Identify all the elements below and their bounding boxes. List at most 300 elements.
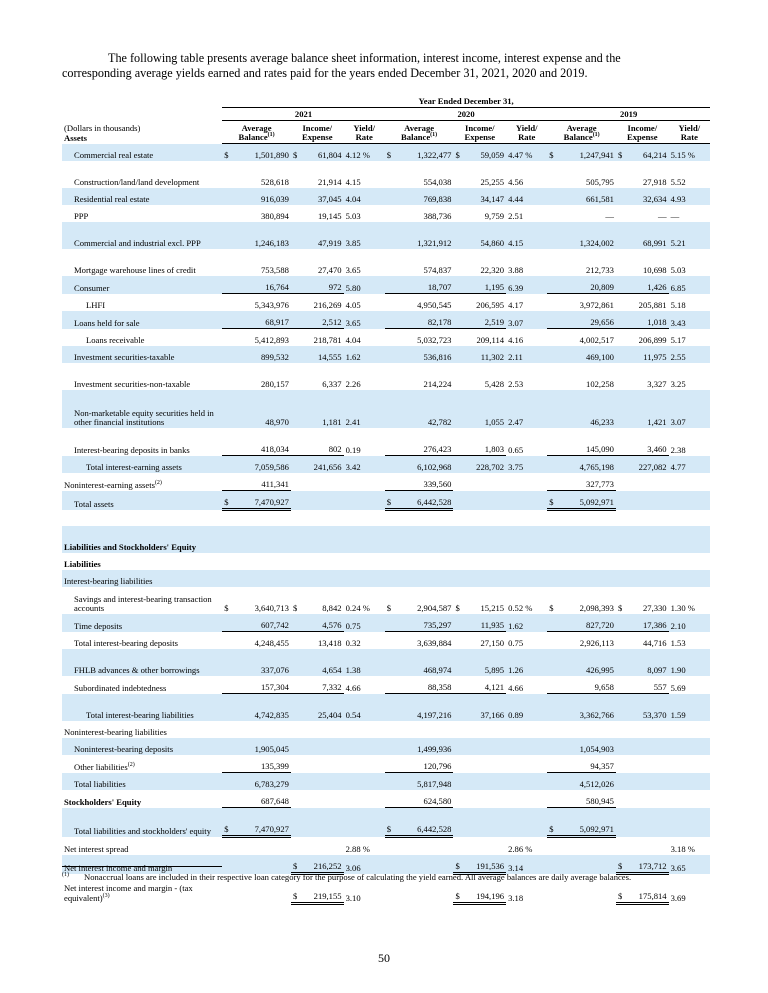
units-label: (Dollars in thousands) bbox=[64, 123, 141, 134]
avg-balance-cell: 1,322,477 bbox=[396, 144, 453, 162]
currency-symbol bbox=[385, 676, 396, 694]
yield-rate-cell: 5.17 bbox=[670, 335, 686, 346]
col-yield-rate-header: Yield/ Rate bbox=[344, 121, 385, 144]
currency-symbol bbox=[547, 632, 558, 650]
income-expense-cell: — bbox=[658, 211, 667, 222]
avg-balance-cell: 276,423 bbox=[396, 428, 453, 456]
yield-rate-cell: 2.11 bbox=[506, 346, 547, 363]
income-expense-cell bbox=[465, 510, 506, 527]
row-label-footnote-ref: (2) bbox=[154, 480, 162, 487]
currency-symbol bbox=[453, 188, 464, 205]
yield-rate-cell: 4.16 bbox=[508, 335, 524, 346]
yield-rate-cell: 6.85 bbox=[669, 276, 710, 294]
row-label-text: Net interest income and margin bbox=[64, 862, 173, 873]
yield-rate-cell: 1.26 bbox=[506, 649, 547, 676]
currency-symbol bbox=[222, 390, 233, 428]
income-expense-cell: 1,426 bbox=[627, 276, 668, 294]
income-expense-cell: 11,975 bbox=[627, 346, 668, 363]
yield-rate-cell: — bbox=[670, 211, 680, 222]
income-expense-cell bbox=[627, 808, 668, 837]
currency-symbol bbox=[453, 694, 464, 722]
currency-symbol bbox=[385, 790, 396, 808]
income-expense-cell: 25,404 bbox=[302, 694, 343, 722]
currency-symbol bbox=[291, 346, 302, 363]
currency-symbol bbox=[616, 222, 627, 249]
avg-balance-cell: 1,905,045 bbox=[234, 738, 291, 755]
avg-balance-cell bbox=[559, 855, 616, 874]
col-yield-rate-header: Yield/ Rate bbox=[669, 121, 710, 144]
row-label-text: Commercial and industrial excl. PPP bbox=[74, 238, 201, 249]
row-label-text: Total liabilities and stockholders' equity bbox=[74, 825, 211, 836]
currency-symbol bbox=[291, 570, 302, 587]
currency-symbol bbox=[291, 526, 302, 553]
yield-rate-cell bbox=[344, 773, 385, 791]
table-row bbox=[62, 491, 710, 510]
currency-symbol: $ bbox=[224, 603, 229, 614]
yield-rate-cell: 3.10 bbox=[345, 892, 361, 903]
row-label bbox=[62, 222, 222, 249]
income-expense-cell: 47,919 bbox=[302, 222, 343, 249]
yield-rate-cell bbox=[669, 510, 710, 527]
yield-rate-cell: 4.44 bbox=[506, 188, 547, 205]
table-row bbox=[62, 329, 710, 347]
income-expense-cell bbox=[302, 790, 343, 808]
avg-balance-cell bbox=[559, 553, 616, 570]
currency-symbol bbox=[291, 738, 302, 755]
row-label bbox=[62, 329, 222, 347]
avg-balance-cell: 2,926,113 bbox=[579, 638, 614, 649]
table-row bbox=[62, 276, 710, 294]
currency-symbol bbox=[547, 773, 558, 791]
avg-balance-cell: 4,765,198 bbox=[559, 456, 616, 474]
avg-balance-cell bbox=[396, 837, 453, 856]
intro-paragraph bbox=[62, 51, 712, 81]
avg-balance-cell: 574,837 bbox=[423, 265, 452, 276]
currency-symbol bbox=[385, 294, 396, 312]
avg-balance-cell: 120,796 bbox=[396, 755, 453, 773]
income-expense-cell: 802 bbox=[302, 428, 343, 456]
currency-symbol bbox=[547, 294, 558, 312]
currency-symbol bbox=[291, 276, 302, 294]
row-label bbox=[62, 161, 222, 188]
row-label-text: Other liabilities bbox=[74, 761, 128, 772]
yield-rate-cell: 2.86 % bbox=[508, 844, 533, 855]
income-expense-cell: 11,302 bbox=[465, 346, 506, 363]
currency-symbol: $ bbox=[616, 874, 627, 904]
currency-symbol bbox=[291, 363, 302, 390]
currency-symbol bbox=[385, 694, 396, 722]
currency-symbol bbox=[385, 188, 396, 205]
currency-symbol: $ bbox=[291, 144, 302, 162]
row-label bbox=[62, 587, 222, 614]
table-row bbox=[62, 363, 710, 390]
currency-symbol bbox=[616, 738, 627, 755]
avg-balance-cell: 9,658 bbox=[559, 676, 616, 694]
yield-rate-cell: 1.53 bbox=[670, 638, 686, 649]
currency-symbol: $ bbox=[453, 874, 464, 904]
currency-symbol bbox=[222, 428, 233, 456]
yield-rate-cell: 3.25 bbox=[670, 379, 686, 390]
avg-balance-cell bbox=[396, 855, 453, 874]
income-expense-cell bbox=[465, 790, 506, 808]
currency-symbol bbox=[453, 790, 464, 808]
row-label-text: Net interest income and margin - (tax equivalent) bbox=[64, 883, 193, 903]
yield-rate-cell bbox=[344, 738, 385, 755]
income-expense-cell: 209,114 bbox=[476, 335, 505, 346]
income-expense-cell: 216,269 bbox=[313, 300, 342, 311]
yield-rate-cell bbox=[344, 553, 385, 570]
avg-balance-cell: 4,002,517 bbox=[579, 335, 614, 346]
income-expense-cell bbox=[302, 491, 343, 510]
avg-balance-cell: 212,733 bbox=[586, 265, 614, 276]
yield-rate-cell bbox=[506, 570, 547, 587]
income-expense-cell: 59,059 bbox=[465, 144, 506, 162]
row-label-text: Noninterest-bearing liabilities bbox=[64, 727, 167, 738]
avg-balance-cell bbox=[234, 510, 291, 527]
footnote-text: Nonaccrual loans are included in their respective loan category for the purpose of calculating the yield earned. All average balances are daily average balances. bbox=[84, 872, 632, 882]
income-expense-cell: 2,519 bbox=[465, 311, 506, 329]
currency-symbol bbox=[547, 738, 558, 755]
income-expense-cell: 206,899 bbox=[638, 335, 667, 346]
col-income-expense-header: Income/ Expense bbox=[291, 121, 344, 144]
income-expense-cell bbox=[627, 721, 668, 738]
row-label bbox=[62, 363, 222, 390]
row-label bbox=[62, 632, 222, 650]
avg-balance-cell: 4,197,216 bbox=[396, 694, 453, 722]
currency-symbol bbox=[385, 632, 396, 650]
currency-symbol bbox=[616, 694, 627, 722]
income-expense-cell: 21,914 bbox=[317, 177, 342, 188]
income-expense-cell bbox=[627, 473, 668, 491]
yield-rate-cell: 1.30 % bbox=[670, 603, 695, 614]
row-label bbox=[62, 570, 222, 587]
currency-symbol: $ bbox=[385, 144, 396, 162]
income-expense-cell bbox=[465, 473, 506, 491]
income-expense-cell bbox=[302, 510, 343, 527]
avg-balance-cell: 102,258 bbox=[586, 379, 614, 390]
row-label bbox=[62, 694, 222, 722]
currency-symbol: $ bbox=[547, 491, 558, 510]
table-row bbox=[62, 855, 710, 874]
currency-symbol bbox=[616, 249, 627, 276]
avg-balance-cell: 3,972,861 bbox=[579, 300, 614, 311]
yield-rate-cell: 2.10 bbox=[669, 614, 710, 632]
currency-symbol: $ bbox=[616, 144, 627, 162]
currency-symbol bbox=[453, 205, 464, 222]
table-row bbox=[62, 570, 710, 587]
avg-balance-cell: 1,247,941 bbox=[559, 144, 616, 162]
income-expense-cell bbox=[465, 837, 506, 856]
avg-balance-cell: 18,707 bbox=[396, 276, 453, 294]
yield-rate-cell bbox=[669, 808, 710, 837]
income-expense-cell bbox=[627, 837, 668, 856]
row-label-text: Total interest-earning assets bbox=[86, 462, 182, 473]
currency-symbol bbox=[222, 329, 233, 347]
currency-symbol bbox=[222, 294, 233, 312]
currency-symbol bbox=[385, 249, 396, 276]
yield-rate-cell bbox=[344, 790, 385, 808]
yield-rate-cell bbox=[506, 808, 547, 837]
table-row bbox=[62, 694, 710, 722]
yield-rate-cell: 0.54 bbox=[344, 694, 385, 722]
yield-rate-cell: 3.69 bbox=[670, 892, 686, 903]
avg-balance-cell: 157,304 bbox=[234, 676, 291, 694]
currency-symbol bbox=[385, 311, 396, 329]
currency-symbol bbox=[453, 526, 464, 553]
row-label bbox=[62, 676, 222, 694]
income-expense-cell: 219,155 bbox=[302, 874, 343, 904]
currency-symbol bbox=[385, 855, 396, 874]
spacer-row bbox=[62, 510, 710, 527]
avg-balance-cell bbox=[234, 570, 291, 587]
row-label-text: PPP bbox=[74, 211, 89, 222]
currency-symbol bbox=[222, 363, 233, 390]
income-expense-cell: 27,918 bbox=[642, 177, 667, 188]
avg-balance-cell: 7,470,927 bbox=[234, 491, 291, 510]
yield-rate-cell: 4.04 bbox=[345, 335, 361, 346]
yield-rate-cell: 3.43 bbox=[669, 311, 710, 329]
currency-symbol bbox=[291, 614, 302, 632]
currency-symbol bbox=[453, 276, 464, 294]
table-row bbox=[62, 205, 710, 222]
income-expense-cell: 191,536 bbox=[465, 855, 506, 874]
currency-symbol bbox=[385, 346, 396, 363]
row-label bbox=[62, 510, 222, 527]
income-expense-cell bbox=[302, 553, 343, 570]
income-expense-cell: 5,428 bbox=[484, 379, 505, 390]
currency-symbol bbox=[547, 161, 558, 188]
currency-symbol bbox=[453, 311, 464, 329]
income-expense-cell: 14,555 bbox=[302, 346, 343, 363]
currency-symbol bbox=[547, 188, 558, 205]
currency-symbol bbox=[291, 428, 302, 456]
avg-balance-cell: 280,157 bbox=[261, 379, 289, 390]
avg-balance-cell bbox=[396, 510, 453, 527]
avg-balance-cell bbox=[234, 526, 291, 553]
currency-symbol: $ bbox=[291, 874, 302, 904]
currency-symbol bbox=[291, 721, 302, 738]
avg-balance-cell: 1,501,890 bbox=[234, 144, 291, 162]
yield-rate-cell bbox=[506, 755, 547, 773]
currency-symbol bbox=[547, 855, 558, 874]
avg-balance-cell: 735,297 bbox=[396, 614, 453, 632]
currency-symbol bbox=[385, 553, 396, 570]
income-expense-cell bbox=[302, 526, 343, 553]
row-label bbox=[62, 346, 222, 363]
currency-symbol bbox=[547, 721, 558, 738]
currency-symbol bbox=[222, 676, 233, 694]
currency-symbol bbox=[291, 473, 302, 491]
row-label-text: Total interest-bearing liabilities bbox=[86, 710, 194, 721]
income-expense-cell: 11,935 bbox=[465, 614, 506, 632]
income-expense-cell: 54,860 bbox=[465, 222, 506, 249]
avg-balance-cell bbox=[234, 721, 291, 738]
yield-rate-cell: 1.38 bbox=[344, 649, 385, 676]
currency-symbol bbox=[291, 390, 302, 428]
income-expense-cell: 7,332 bbox=[302, 676, 343, 694]
row-label bbox=[62, 249, 222, 276]
income-expense-cell: 8,842 bbox=[322, 603, 342, 614]
yield-rate-cell: 0.24 % bbox=[345, 603, 370, 614]
income-expense-cell: 27,470 bbox=[317, 265, 342, 276]
currency-symbol bbox=[222, 510, 233, 527]
currency-symbol bbox=[547, 570, 558, 587]
currency-symbol bbox=[616, 346, 627, 363]
yield-rate-cell: 3.85 bbox=[344, 222, 385, 249]
currency-symbol: $ bbox=[453, 855, 464, 874]
currency-symbol bbox=[453, 649, 464, 676]
currency-symbol: $ bbox=[222, 808, 233, 837]
col-income-expense-header: Income/ Expense bbox=[453, 121, 506, 144]
table-row bbox=[62, 676, 710, 694]
table-row bbox=[62, 526, 710, 553]
avg-balance-cell bbox=[234, 855, 291, 874]
income-expense-cell bbox=[302, 837, 343, 856]
income-expense-cell: 205,881 bbox=[638, 300, 667, 311]
yield-rate-cell: 0.65 bbox=[508, 444, 524, 455]
yield-rate-cell bbox=[506, 491, 547, 510]
currency-symbol bbox=[222, 553, 233, 570]
yield-rate-cell: 2.47 bbox=[506, 390, 547, 428]
table-row bbox=[62, 188, 710, 205]
currency-symbol bbox=[222, 188, 233, 205]
row-label-text: Mortgage warehouse lines of credit bbox=[74, 265, 196, 276]
table-row bbox=[62, 428, 710, 456]
yield-rate-cell: 2.53 bbox=[508, 379, 524, 390]
income-expense-cell bbox=[465, 808, 506, 837]
currency-symbol bbox=[616, 456, 627, 474]
income-expense-cell: 9,759 bbox=[484, 211, 505, 222]
avg-balance-cell: 5,092,971 bbox=[559, 491, 616, 510]
average-balance-table bbox=[62, 94, 710, 905]
income-expense-cell: 3,460 bbox=[627, 428, 668, 456]
income-expense-cell bbox=[465, 755, 506, 773]
footnote-rule bbox=[62, 866, 222, 867]
footnote-marker: (1) bbox=[62, 872, 69, 878]
table-row bbox=[62, 473, 710, 491]
currency-symbol: $ bbox=[455, 603, 460, 614]
income-expense-cell bbox=[465, 738, 506, 755]
avg-balance-cell bbox=[234, 553, 291, 570]
yield-rate-cell: 2.41 bbox=[344, 390, 385, 428]
currency-symbol bbox=[222, 456, 233, 474]
currency-symbol: $ bbox=[617, 603, 623, 614]
avg-balance-cell: 426,995 bbox=[559, 649, 616, 676]
currency-symbol bbox=[616, 837, 627, 856]
income-expense-cell: 1,421 bbox=[627, 390, 668, 428]
avg-balance-cell: 916,039 bbox=[234, 188, 291, 205]
yield-rate-cell: 4.15 bbox=[506, 222, 547, 249]
currency-symbol bbox=[547, 390, 558, 428]
table-row bbox=[62, 222, 710, 249]
avg-balance-cell: 418,034 bbox=[234, 428, 291, 456]
currency-symbol bbox=[291, 649, 302, 676]
yield-rate-cell: 3.65 bbox=[669, 855, 710, 874]
income-expense-cell bbox=[627, 773, 668, 791]
income-expense-cell bbox=[302, 773, 343, 791]
avg-balance-cell: 468,974 bbox=[396, 649, 453, 676]
yield-rate-cell: 5.15 % bbox=[669, 144, 710, 162]
currency-symbol bbox=[547, 694, 558, 722]
row-label bbox=[62, 428, 222, 456]
income-expense-cell: 68,991 bbox=[627, 222, 668, 249]
row-label bbox=[62, 837, 222, 856]
yield-rate-cell bbox=[344, 570, 385, 587]
currency-symbol bbox=[385, 456, 396, 474]
currency-symbol bbox=[222, 755, 233, 773]
currency-symbol bbox=[616, 188, 627, 205]
income-expense-cell bbox=[302, 570, 343, 587]
currency-symbol bbox=[453, 676, 464, 694]
intro-line-1: The following table presents average balance sheet information, interest income, interest expense and the bbox=[108, 51, 621, 65]
currency-symbol bbox=[385, 526, 396, 553]
avg-balance-cell: 380,894 bbox=[261, 211, 289, 222]
table-row bbox=[62, 837, 710, 856]
currency-symbol bbox=[291, 222, 302, 249]
currency-symbol bbox=[453, 249, 464, 276]
currency-symbol bbox=[547, 222, 558, 249]
row-label-text: Interest-bearing liabilities bbox=[64, 576, 153, 587]
avg-balance-cell: 6,442,528 bbox=[396, 808, 453, 837]
row-label-text: Total interest-bearing deposits bbox=[74, 638, 178, 649]
currency-symbol bbox=[385, 205, 396, 222]
currency-symbol: $ bbox=[385, 491, 396, 510]
row-label-text: Total liabilities bbox=[74, 779, 126, 790]
avg-balance-cell: 4,950,545 bbox=[417, 300, 452, 311]
avg-balance-cell: 5,412,893 bbox=[254, 335, 289, 346]
income-expense-cell: 37,166 bbox=[465, 694, 506, 722]
yield-rate-cell: 4.93 bbox=[669, 188, 710, 205]
currency-symbol bbox=[385, 276, 396, 294]
income-expense-cell bbox=[302, 755, 343, 773]
currency-symbol bbox=[222, 738, 233, 755]
row-label-text: Construction/land/land development bbox=[74, 177, 200, 188]
income-expense-cell bbox=[302, 473, 343, 491]
yield-rate-cell: 2.26 bbox=[345, 379, 361, 390]
income-expense-cell: 6,337 bbox=[322, 379, 342, 390]
avg-balance-cell: 3,639,884 bbox=[417, 638, 452, 649]
yield-rate-cell bbox=[669, 721, 710, 738]
avg-balance-cell bbox=[559, 837, 616, 856]
row-label-text: Total assets bbox=[74, 498, 114, 509]
table-row bbox=[62, 721, 710, 738]
yield-rate-cell: 3.42 bbox=[344, 456, 385, 474]
currency-symbol bbox=[291, 329, 302, 347]
currency-symbol: $ bbox=[549, 603, 554, 614]
col-avg-balance-header: Average Balance$^{(1)}$ bbox=[547, 121, 616, 144]
yield-rate-cell bbox=[344, 491, 385, 510]
yield-rate-cell bbox=[669, 526, 710, 553]
currency-symbol bbox=[616, 294, 627, 312]
currency-symbol bbox=[453, 510, 464, 527]
currency-symbol bbox=[222, 570, 233, 587]
avg-balance-cell bbox=[396, 553, 453, 570]
currency-symbol bbox=[616, 614, 627, 632]
avg-balance-cell: 3,640,713 bbox=[254, 603, 289, 614]
currency-symbol: $ bbox=[453, 144, 464, 162]
row-label bbox=[62, 188, 222, 205]
currency-symbol bbox=[547, 311, 558, 329]
table-row bbox=[62, 456, 710, 474]
avg-balance-cell bbox=[559, 570, 616, 587]
currency-symbol bbox=[616, 161, 627, 188]
avg-balance-cell bbox=[559, 721, 616, 738]
table-row bbox=[62, 294, 710, 312]
income-expense-cell bbox=[465, 491, 506, 510]
avg-balance-cell bbox=[396, 526, 453, 553]
yield-rate-cell: 1.59 bbox=[669, 694, 710, 722]
currency-symbol bbox=[453, 773, 464, 791]
